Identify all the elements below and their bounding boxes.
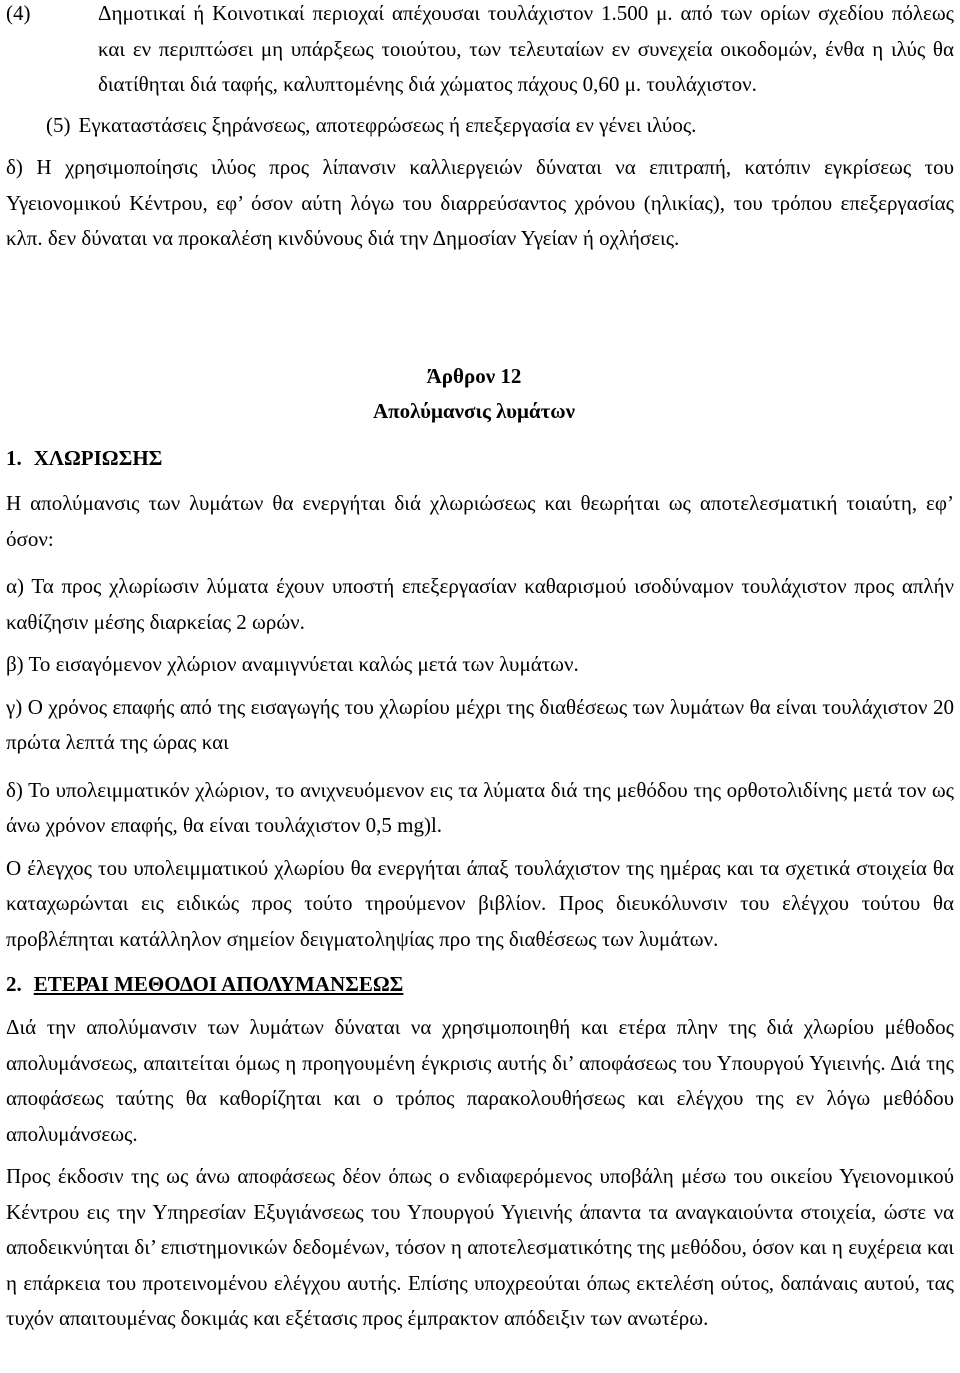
section-2-heading-text: ΕΤΕΡΑΙ ΜΕΘΟΔΟΙ ΑΠΟΛΥΜΑΝΣΕΩΣ [33,972,404,996]
section-1-body [6,486,954,957]
section-1-intro: Η απολύμανσις των λυμάτων θα ενεργήται διά χλωριώσεως και θεωρήται ως αποτελεσματική τοιαύτη, εφ’ όσον: [6,491,954,551]
section-2-body [6,1010,954,1337]
section-1-item-a: α) Τα προς χλωρίωσιν λύματα έχουν υποστή επεξεργασίαν καθαρισμού ισοδύναμον τουλάχιστον προς απλήν καθίζησιν μέσης διαρκείας 2 ωρών. [6,574,954,634]
article-title: Απολύμανσις λυμάτων [372,399,576,423]
item-4 [6,0,954,103]
item-4-number: (4) [6,1,31,25]
section-2-paragraph-2: Προς έκδοσιν της ως άνω αποφάσεως δέον όπως ο ενδιαφερόμενος υποβάλη μέσω του οικείου Υγειονομικού Κέντρου εις την Υπηρεσίαν Εξυγιάνσεως του Υπουργού Υγιεινής άπαντα τα αναγκαιούντα στοιχεία, ώστε να αποδεικνύηται δι’ επιστημονικών δεδομένων, τόσον η αποτελεσματικότης της μεθόδου, όσον και η ευχέρεια και η επάρκεια του προτεινομένου ελέγχου αυτής. Επίσης υποχρεούται όπως εκτελέση ούτος, δαπάναις αυτού, τας τυχόν απαιτουμένας δοκιμάς και εξέτασις προς έμπρακτον απόδειξιν των ανωτέρω. [6,1164,954,1330]
item-5-number: (5) [46,112,71,137]
article-number: Άρθρον 12 [426,364,522,388]
item-5-text: Εγκαταστάσεις ξηράνσεως, αποτεφρώσεως ή επεξεργασία εν γένει ιλύος. [78,112,697,137]
section-2-heading [6,967,403,1003]
item-4-text: Δημοτικαί ή Κοινοτικαί περιοχαί απέχουσαι τουλάχιστον 1.500 μ. από των ορίων σχεδίου πόλεως και εν περιπτώσει μη υπάρξεως τοιούτου, των τελευταίων εν συνεχεία οικοδομών, ένθα η ιλύς θα διατίθηται διά ταφής, καλυπτομένης διά χώματος πάχους 0,60 μ. τουλάχιστον. [98,1,954,96]
section-1-number: 1. [6,446,22,470]
section-1-heading-text: ΧΛΩΡΙΩΣΗΣ [33,446,163,470]
paragraph-delta-sludge: δ) Η χρησιμοποίησις ιλύος προς λίπανσιν καλλιεργειών δύναται να επιτραπή, κατόπιν εγκρίσεως του Υγειονομικού Κέντρου, εφ’ όσον αύτη λόγω του διαρρεύσαντος χρόνου (ηλικίας), του τρόπου επεξεργασίας κλπ. δεν δύναται να προκαλέση κινδύνους διά την Δημοσίαν Υγείαν ή οχλήσεις. [6,155,954,250]
section-2-number: 2. [6,972,22,996]
section-1-control: Ο έλεγχος του υπολειμματικού χλωρίου θα ενεργήται άπαξ τουλάχιστον της ημέρας και τα σχετικά στοιχεία θα καταχωρώνται εις ειδικώς προς τούτο τηρούμενον βιβλίον. Προς διευκόλυνσιν του ελέγχου τούτου θα προβλέπηται κατάλληλον σημείον δειγματοληψίας προ της διαθέσεως των λυμάτων. [6,855,954,951]
section-1-item-d: δ) Το υπολειμματικόν χλώριον, το ανιχνευόμενον εις τα λύματα διά της μεθόδου της ορθοτολιδίνης μετά τον ως άνω χρόνον επαφής, θα είναι τουλάχιστον 0,5 mg)l. [6,777,954,837]
section-2-paragraph-1: Διά την απολύμανσιν των λυμάτων δύναται να χρησιμοποιηθή και ετέρα πλην της διά χλωρίου μέθοδος απολυμάνσεως, απαιτείται όμως η προηγουμένη έγκρισις αυτής δι’ αποφάσεως του Υπουργού Υγιεινής. Διά της αποφάσεως ταύτης θα καθορίζηται και ο τρόπος παρακολουθήσεως και ελέγχου της εν λόγω μεθόδου απολυμάνσεως. [6,1015,954,1146]
document-page [6,0,954,257]
item-5 [6,108,954,144]
section-1-item-b: β) Το εισαγόμενον χλώριον αναμιγνύεται καλώς μετά των λυμάτων. [6,652,579,676]
section-1-item-c: γ) Ο χρόνος επαφής από της εισαγωγής του χλωρίου μέχρι της διαθέσεως των λυμάτων θα είναι τουλάχιστον 20 πρώτα λεπτά της ώρας και [6,694,954,754]
section-1-heading [6,441,162,477]
